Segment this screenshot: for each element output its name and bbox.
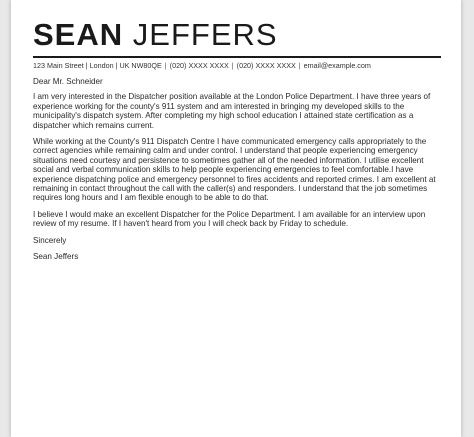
letter-page bbox=[11, 0, 461, 437]
sender-last-name: JEFFERS bbox=[132, 17, 278, 52]
closing: Sincerely bbox=[33, 235, 67, 245]
letter-body bbox=[33, 77, 438, 262]
contact-phone-2: (020) XXXX XXXX bbox=[236, 61, 296, 70]
sender-first-name: SEAN bbox=[33, 17, 124, 52]
paragraph-1: I am very interested in the Dispatcher position available at the London Police Department. I have three years of experience working for the county's 911 system and am interested in bringing my developed skills to the municipality's dispatch system. After completing my high school education I attained state certification as a dispatcher which remains current. bbox=[33, 92, 431, 130]
contact-separator: | bbox=[298, 61, 301, 70]
contact-phone-1: (020) XXXX XXXX bbox=[169, 61, 229, 70]
header-divider bbox=[33, 56, 441, 58]
sender-name bbox=[33, 18, 441, 52]
contact-email: email@example.com bbox=[303, 61, 371, 70]
contact-address: 123 Main Street | London | UK NW80QE bbox=[33, 61, 162, 70]
paragraph-2: While working at the County's 911 Dispatch Centre I have communicated emergency calls appropriately to the correct agencies while remaining calm and under control. I understand that people experiencing emergency situations need courtesy and persistence to sometimes gather all of the needed information. I utilise excellent social and verbal communication skills to help people experiencing emergencies to feel comfortable.I have experience dispatching police and emergency personnel to fires accidents and reported crimes. I am excellent at remaining in contact throughout the call with the caller(s) and responders. I understand that the job sometimes requires long hours and I am flexible enough to be able to do that. bbox=[33, 137, 436, 203]
salutation: Dear Mr. Schneider bbox=[33, 77, 103, 86]
contact-separator: | bbox=[164, 61, 167, 70]
paragraph-3: I believe I would make an excellent Dispatcher for the Police Department. I am available for an interview upon review of my resume. If I haven't heard from you I will check back by Friday to schedule. bbox=[33, 209, 426, 229]
contact-line bbox=[33, 61, 441, 71]
contact-separator: | bbox=[231, 61, 234, 70]
signature: Sean Jeffers bbox=[33, 252, 79, 262]
